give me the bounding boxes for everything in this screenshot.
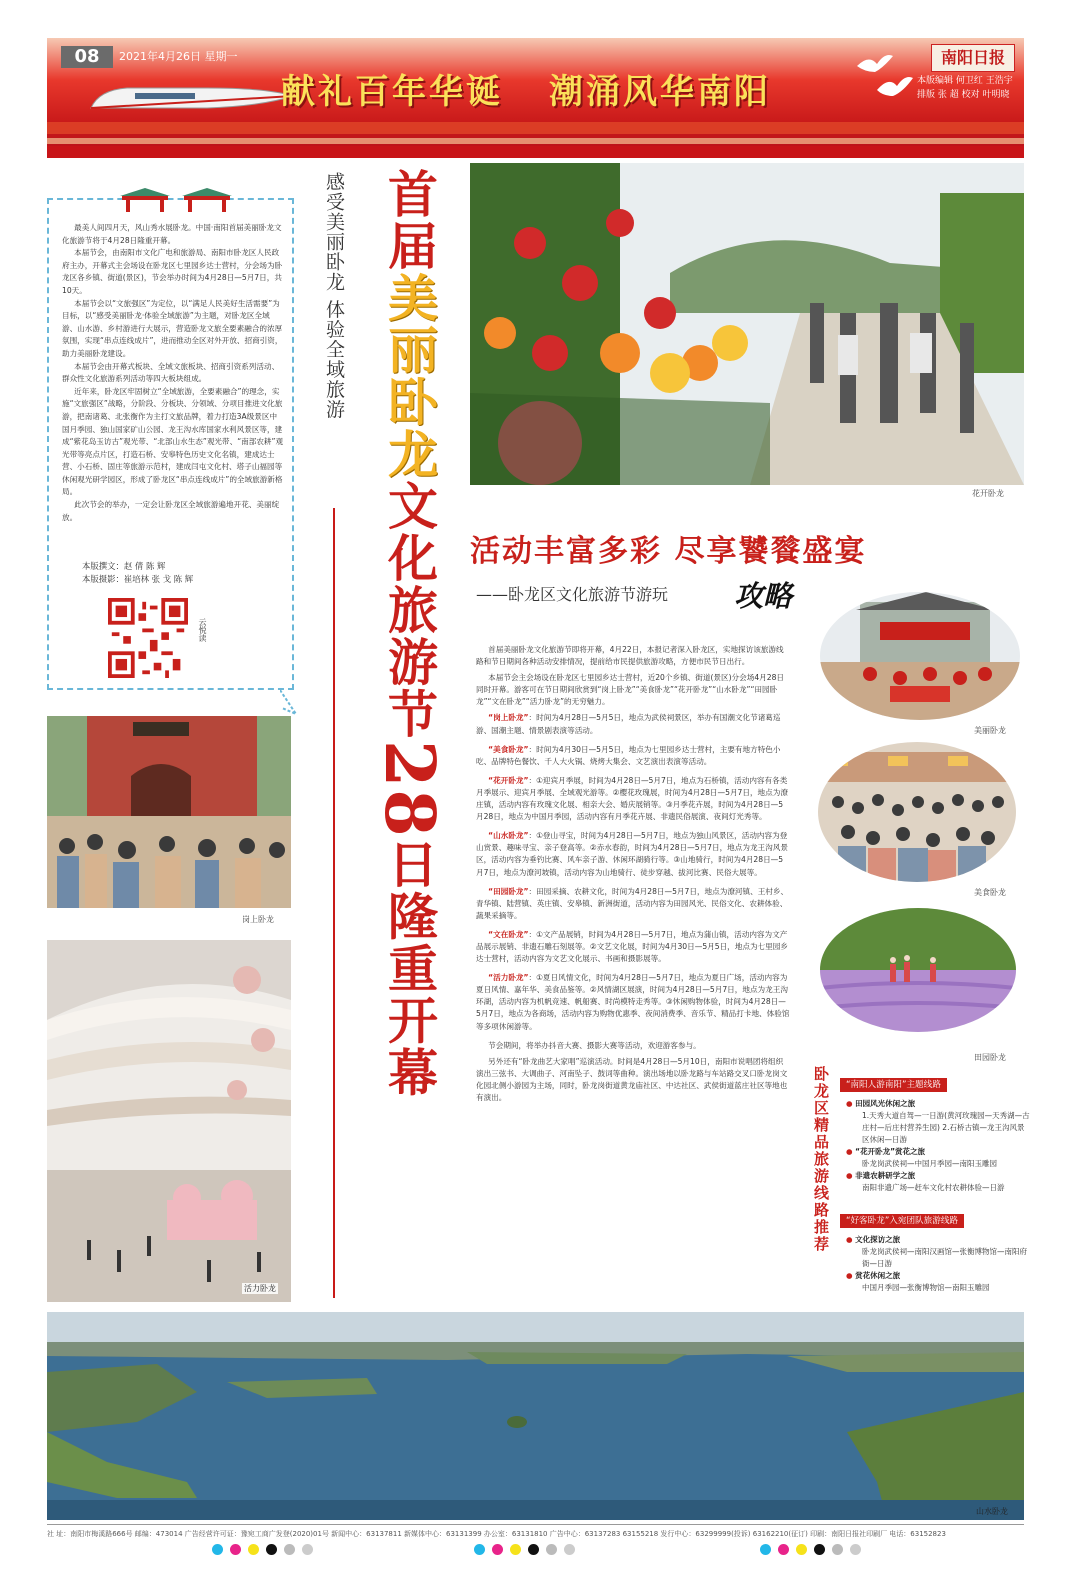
main-title (345, 168, 449, 1099)
qr-code[interactable] (108, 598, 188, 678)
route-detail: 1.天秀大道自驾—一日游(黄河玫瑰园—天秀湖—古庄村—后庄村营养生园) 2.石桥古镇—龙王沟风景区休闲—日游 (862, 1111, 1030, 1144)
activity-detail: ：时间为4月30日—5月5日，地点为七里园乡达士营村，主要有地方特色小吃、品牌特色餐饮、千人大火锅、烧烤大集会、文艺演出表演等活动。 (476, 744, 781, 766)
shopping-mall-photo (47, 940, 291, 1302)
footer-info: 社 址：南阳市梅溪路666号 邮编：473014 广告经营许可证：豫宛工商广发登(2020)01号 新闻中心：63137811 新媒体中心：63131399 办公室：63131810 广告中心：63137283 63155218 发行中心：63299999(投诉) 63162210(征订) 印刷：南阳日报社印刷厂 电话：63152823 (47, 1530, 946, 1538)
print-registration-marks (760, 1544, 861, 1556)
title-prefix: 首届 (380, 168, 439, 272)
route-name: ● 非遗农耕研学之旅 (846, 1170, 1030, 1182)
intro-paragraph: 此次节会的举办，一定会让卧龙区全域旅游遍地开花、美丽绽放。 (62, 500, 280, 522)
activity-name: “田园卧龙” (488, 886, 529, 896)
activity-name: “岗上卧龙” (488, 713, 529, 723)
editor-credits: 本版编辑 何卫红 王浩宇 排版 张 超 校对 叶明晓 (917, 76, 1013, 100)
photo-caption: 活力卧龙 (244, 1284, 276, 1293)
print-registration-marks (212, 1544, 313, 1556)
route-list (846, 1234, 1030, 1294)
article-paragraph: 本届节会主会场设在卧龙区七里园乡达士营村，近20个乡镇、街道(景区)分会场4月28日同时开幕。游客可在节日期间欣赏到“岗上卧龙”“美食卧龙”“花开卧龙”“山水卧龙”“田园卧龙”“文在卧龙”“活力卧龙”的无穷魅力。 (476, 673, 785, 707)
article-paragraph: 另外还有“卧龙曲艺大家唱”巡演活动。时间是4月28日—5月10日，南阳市说唱团将组织演出三弦书、大调曲子、河南坠子、鼓词等曲种。演出场地以卧龙路与车站路交叉口卧龙岗文化园北侧小游园为主场，同时，卧龙岗街道黄龙庙社区、中达社区、武侯街道蓝庄社区等地也有演出。 (476, 1056, 788, 1102)
route-detail: 南阳非遗广场—赶车文化村农耕体验—日游 (862, 1183, 1005, 1192)
activity-name: “活力卧龙” (488, 973, 529, 983)
print-registration-marks (474, 1544, 575, 1556)
masthead-headline-right: 潮涌风华南阳 (549, 72, 771, 112)
activity-item (476, 744, 790, 768)
photo-caption: 岗上卧龙 (242, 915, 274, 924)
credit-photographers: 本版摄影：崔培林 张 戈 陈 辉 (82, 574, 194, 584)
bullet-train-illustration (87, 82, 297, 116)
route-item (846, 1098, 1030, 1146)
route-detail: 卧龙岗武侯祠—中国月季园—南阳玉雕园 (862, 1159, 997, 1168)
lake-landscape-photo (47, 1312, 1024, 1520)
photo-caption: 田园卧龙 (974, 1053, 1006, 1062)
activity-item (476, 775, 790, 823)
title-suffix: 日隆重开幕 (380, 838, 439, 1099)
title-middle: 文化旅游节 (380, 480, 439, 740)
activity-item (476, 972, 790, 1032)
activity-name: “山水卧龙” (488, 831, 529, 841)
masthead-headline-left: 献礼百年华诞 (281, 72, 503, 112)
activity-name: “花开卧龙” (488, 775, 529, 785)
article-paragraph: 首届美丽卧龙文化旅游节即将开幕，4月22日，本报记者深入卧龙区，实地探访该旅游线路和节日期间各种活动安排情况，提前给市民提供旅游攻略，方便市民节日出行。 (476, 645, 784, 667)
qr-label: 云悦读 (198, 618, 207, 642)
gate-crowd-photo (47, 716, 291, 908)
section-title: 活动丰富多彩 尽享饕餮盛宴 (470, 534, 867, 569)
lavender-field-photo (820, 908, 1016, 1032)
vertical-subtitle: 感受美丽卧龙 体验全域旅游 (323, 172, 345, 420)
gate-arch-icon (118, 186, 236, 212)
article-body (476, 644, 790, 1108)
route-item (846, 1146, 1030, 1170)
speech-bubble-tail (280, 690, 298, 716)
intro-paragraph: 本届节会由开幕式板块、全域文旅板块、招商引资系列活动、群众性文化旅游系列活动等四大板块组成。 (62, 361, 280, 384)
photo-caption: 美食卧龙 (974, 888, 1006, 897)
photo-caption: 花开卧龙 (972, 489, 1004, 498)
route-name: ● “花开卧龙”赏花之旅 (846, 1146, 1030, 1158)
route-name: ● 赏花休闲之旅 (846, 1270, 1030, 1282)
activity-detail: ：①文产品展销，时间为4月28日—5月7日，地点为蒲山镇，活动内容为文产品展示展销、非遗石雕石刻展等。②文艺文化展，时间为4月30日—5月5日，地点为七里园乡达士营村，活动内容为文艺文化展示、书画和摄影展等。 (476, 929, 788, 964)
section-subtitle: ——卧龙区文化旅游节游玩 (476, 585, 669, 604)
route-detail: 卧龙岗武侯祠—南阳汉画馆—张衡博物馆—南阳府衙—日游 (862, 1247, 1027, 1268)
intro-paragraph: 本届节会以“文旅强区”为定位，以“满足人民美好生活需要”为目标，以“感受美丽卧龙·体验全域旅游”为主题，对卧龙区全域游、山水游、乡村游进行大展示，营造卧龙文旅全要素融合的浓厚氛围，实现“串点连线成片”，进而推动全区对外开放、招商引资，助力美丽卧龙建设。 (62, 298, 283, 358)
intro-paragraph: 本届节会，由南阳市文化广电和旅游局、南阳市卧龙区人民政府主办，开幕式主会场设在卧龙区七里园乡达士营村，分会场为卧龙区各乡镇、街道(景区)，节会举办时间为4月28日—5月7日，共10天。 (62, 248, 283, 295)
photo-caption: 山水卧龙 (976, 1507, 1008, 1516)
divider-rule (333, 508, 335, 1298)
footer-rule (47, 1524, 1024, 1525)
date-line: 2021年4月26日 星期一 (119, 50, 238, 63)
route-item (846, 1234, 1030, 1270)
article-paragraph: 节会期间，将举办抖音大赛、摄影大赛等活动，欢迎游客参与。 (488, 1040, 701, 1050)
activity-detail: ：①夏日风情文化，时间为4月28日—5月7日，地点为夏日广场，活动内容为夏日风情、嘉年华、美食品鉴等。②风情湖区展演，时间为4月28日—5月7日，地点为龙王沟环湖，活动内容为机帆竞速、帆船赛、时尚模特走秀等。③休闲购物体验，时间为4月28日—5月7日，地点为各商场，活动内容为购物优惠季、夜间消费季、音乐节、精品打卡地、体验馆等多项休闲游等。 (476, 973, 790, 1031)
activity-item (476, 929, 790, 965)
newspaper-logo: 南阳日报 (931, 44, 1015, 72)
activity-detail: ：时间为4月28日—5月5日，地点为武侯祠景区，举办有国潮文化节诸葛巡游、国潮主题、情景剧表演等活动。 (476, 713, 781, 735)
intro-paragraph: 最美人间四月天，风山秀水展卧龙。中国·南阳首届美丽卧龙文化旅游节将于4月28日隆重开幕。 (62, 223, 282, 245)
title-highlight: 美丽卧龙 (380, 272, 439, 480)
section-subtitle-emphasis: 攻略 (734, 579, 793, 613)
page-number: 08 (61, 46, 113, 68)
routes-side-title: 卧龙区精品旅游线路推荐 (812, 1066, 830, 1253)
route-item (846, 1170, 1030, 1194)
credit-writers: 本版撰文：赵 倩 陈 辉 (82, 561, 166, 571)
photo-caption: 美丽卧龙 (974, 726, 1006, 735)
intro-text (62, 222, 284, 524)
food-street-crowd-photo (818, 742, 1016, 882)
doves-icon (847, 46, 917, 104)
route-list (846, 1098, 1030, 1194)
route-group-title: “南阳人游南阳”主题线路 (840, 1078, 947, 1092)
activity-item (476, 712, 790, 736)
route-name: ● 文化探访之旅 (846, 1234, 1030, 1246)
intro-paragraph: 近年来，卧龙区牢固树立“全域旅游，全要素融合”的理念，实施“文旅强区”战略，分阶段、分板块、分领域、分项目推进文化旅游，把南诸葛、北张衡作为主打文旅品牌，着力打造3A级景区中国月季园、独山国家矿山公园、龙王沟水库国家水利风景区等，建成“紫花岛玉访古”观光带、“北部山水生态”观光带、“南部农耕”观光带等亮点片区，打造石桥、安皋特色历史文化名镇，建成达士营、小石桥、固庄等旅游示范村，建成闫屯文化村、塔子山福园等休闲观光研学园区，形成了卧龙区“串点连线成片”的全域旅游新格局。 (62, 386, 284, 497)
activity-item (476, 886, 790, 922)
activity-item (476, 830, 790, 878)
arch-gate-group-photo (820, 592, 1020, 720)
activity-detail: ：①迎宾月季展，时间为4月28日—5月7日，地点为石桥镇，活动内容有各类月季展示、迎宾月季展、全域观光游等。②樱花玫瑰展，时间为4月28日—5月7日，地点为潦庄镇，活动内容有玫瑰文化展、相亲大会、婚庆展销等。③月季花卉展，时间为4月28日—5月28日，地点为中国月季园，活动内容有月季花卉展、非遗民俗展演、夜间灯光秀等。 (476, 775, 788, 822)
route-detail: 中国月季园—张衡博物馆—南阳玉雕园 (862, 1283, 990, 1292)
route-group-title: “好客卧龙”入宛团队旅游线路 (840, 1214, 964, 1228)
rose-garden-photo (470, 163, 1024, 485)
activity-detail: ：田园采摘、农耕文化，时间为4月28日—5月7日，地点为潦河镇、王村乡、青华镇、陆营镇、英庄镇、安皋镇、新洲街道，活动内容为田园风光、民俗文化、农耕体验、蔬果采摘等。 (476, 886, 789, 920)
masthead-banner (47, 38, 1024, 158)
route-item (846, 1270, 1030, 1294)
route-name: ● 田园风光休闲之旅 (846, 1098, 1030, 1110)
activity-name: “文在卧龙” (488, 929, 529, 939)
activity-name: “美食卧龙” (488, 744, 529, 754)
credits (82, 560, 282, 586)
title-date-number: 28 (369, 740, 449, 839)
activity-detail: ：①登山寻宝，时间为4月28日—5月7日，地点为独山风景区，活动内容为登山赏景、趣味寻宝、亲子登高等。②赤水春韵，时间为4月28日—5月7日，地点为龙王沟风景区，活动内容为垂钓比赛、风车亲子游、休闲环湖骑行等。③山地骑行，时间为4月28日—5月7日，地点为潦河坡镇，活动内容为山地骑行、徒步穿越、拔河比赛、民俗大展等。 (476, 831, 788, 877)
